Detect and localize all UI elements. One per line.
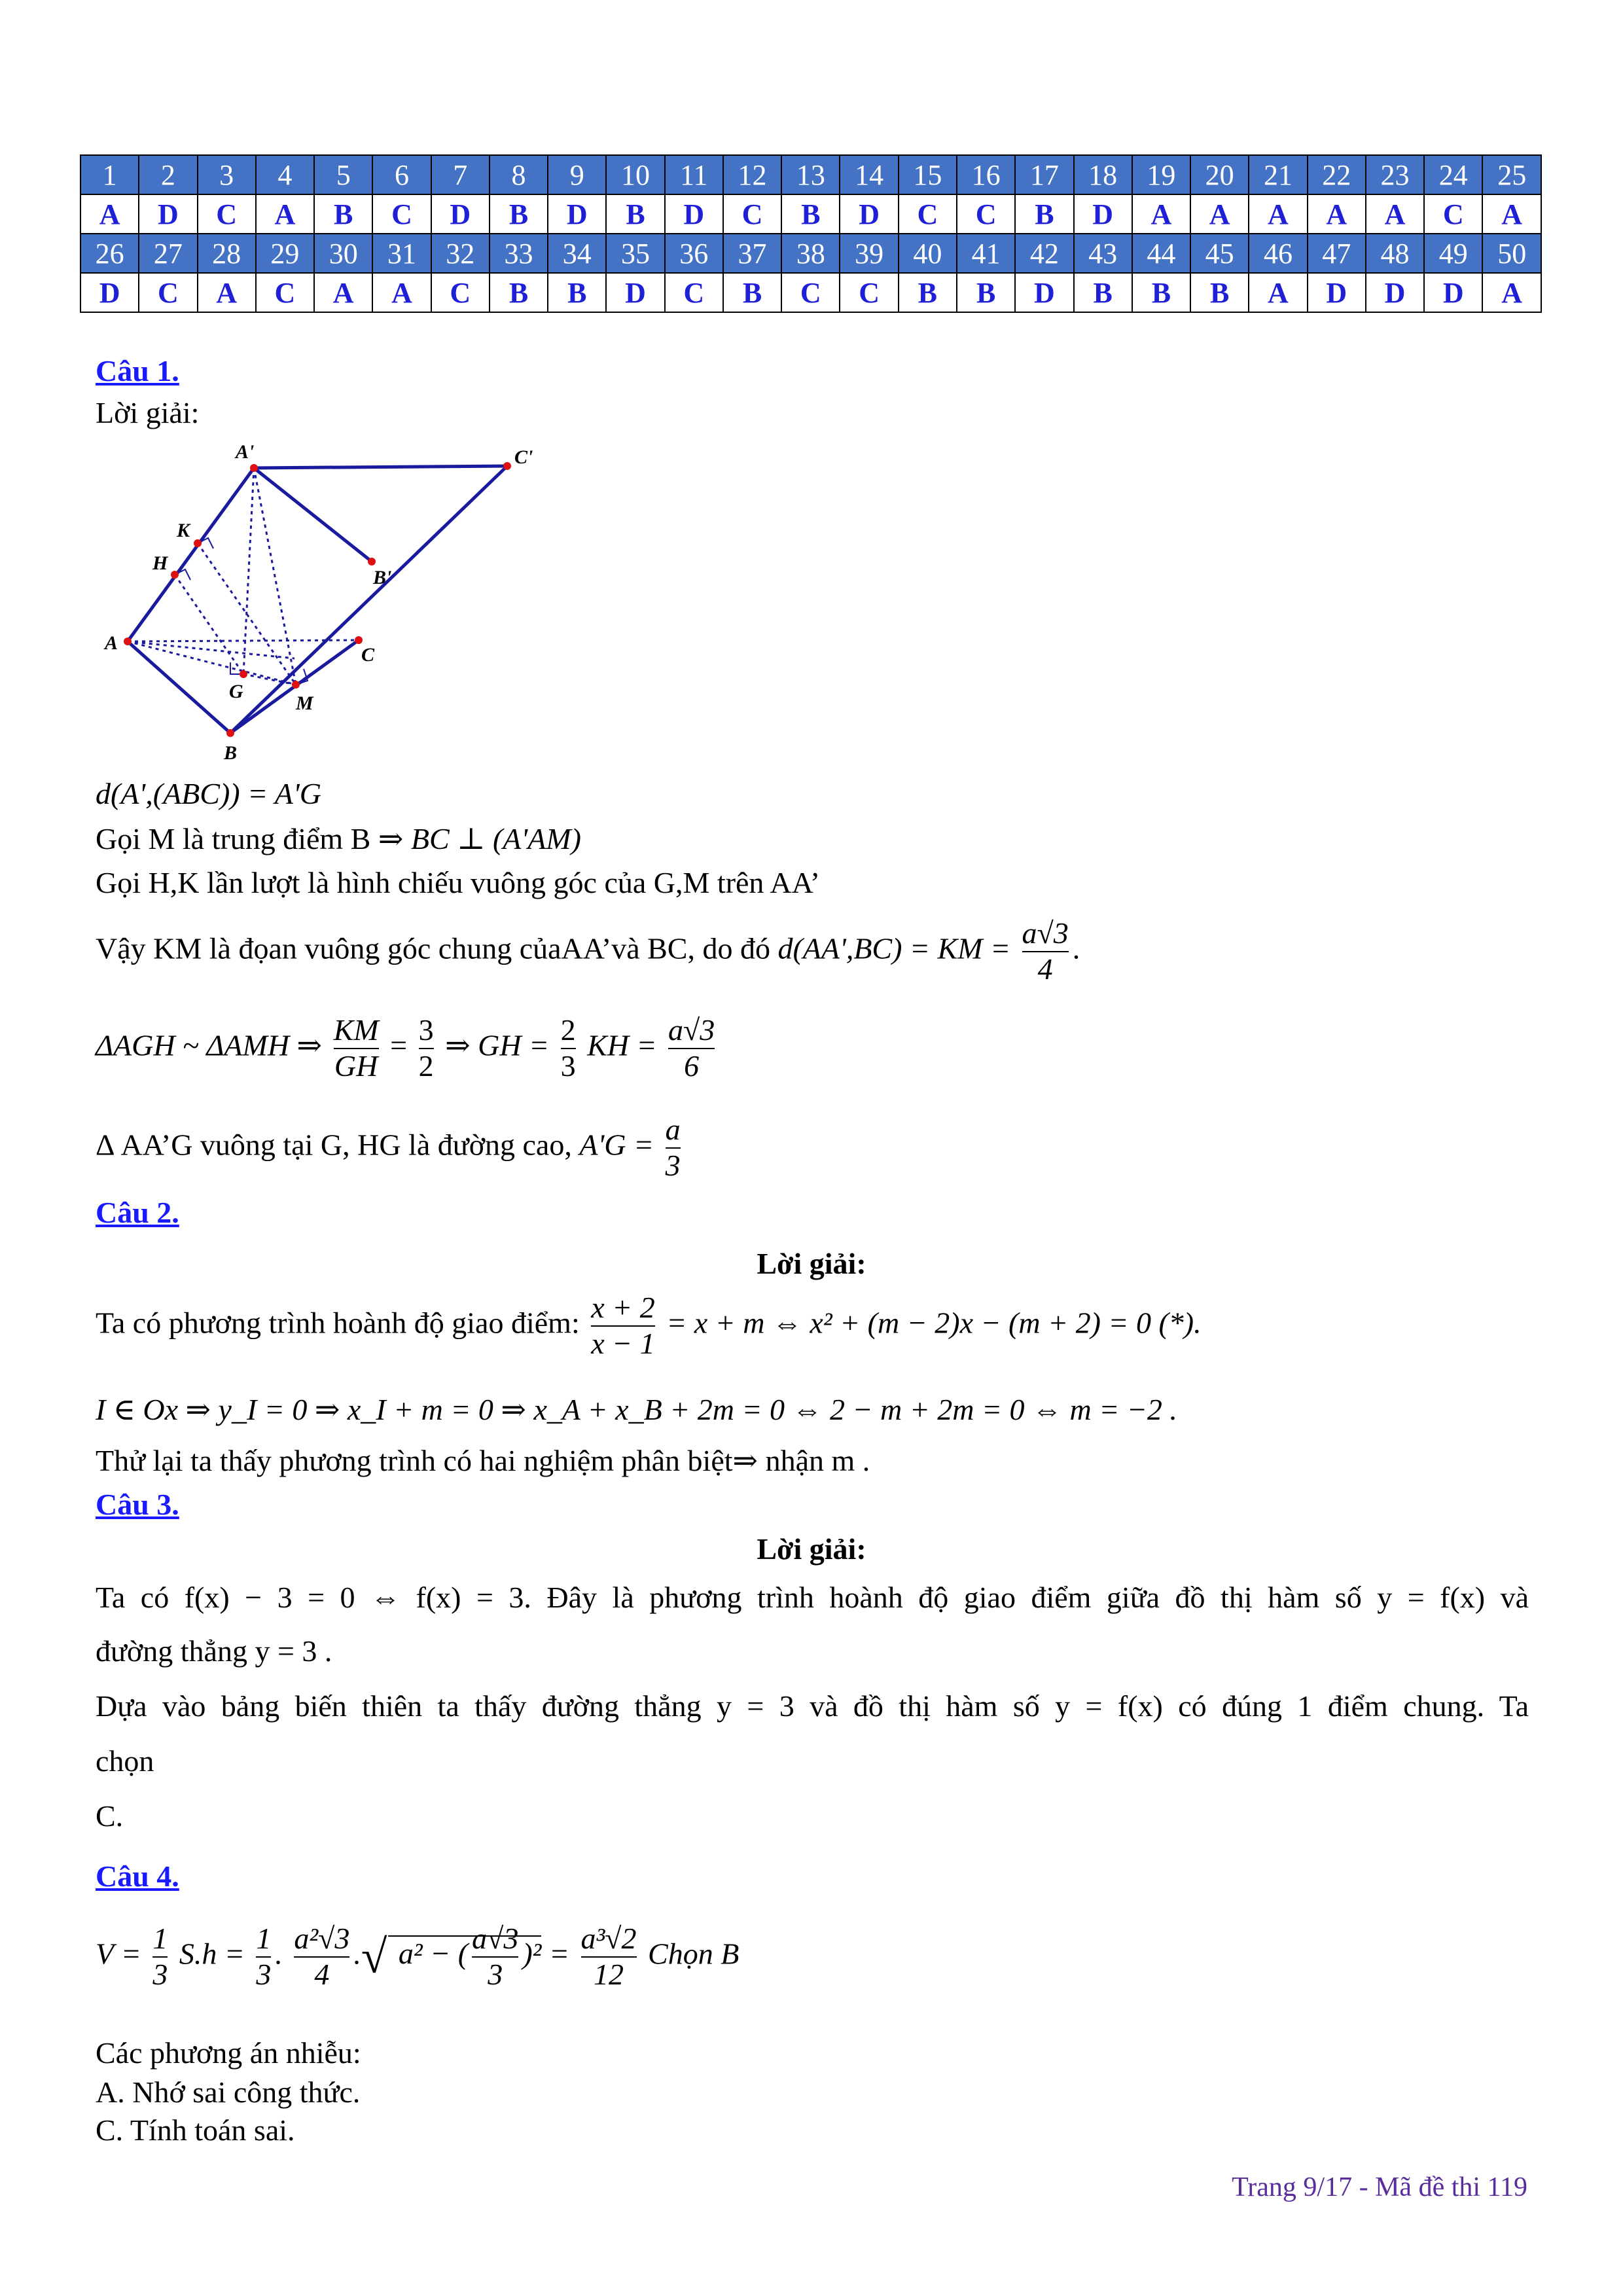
label-k: K [177,520,190,541]
answer-table-cell: 33 [490,234,548,273]
q4-distractor-c: C. Tính toán sai. [96,2113,295,2147]
answer-table-cell: C [256,273,314,312]
answer-table-cell: 17 [1015,155,1073,194]
label-b: B [224,742,238,764]
answer-table-cell: D [1424,273,1482,312]
answer-table-number-row-2 [80,234,1541,273]
answer-table-cell: 1 [80,155,139,194]
q4-equals: = [548,1937,569,1971]
answer-table-cell: B [957,273,1015,312]
answer-table-cell: 7 [431,155,490,194]
answer-table-cell: A [1308,194,1366,234]
answer-table-cell: 37 [723,234,781,273]
answer-table-cell: D [840,194,898,234]
answer-table-cell: A [256,194,314,234]
answer-table-cell: 10 [606,155,664,194]
q3-line4: chọn [96,1744,154,1778]
answer-table-cell: 2 [139,155,197,194]
q4-root-a2: a² − [398,1937,451,1971]
answer-table-cell: C [139,273,197,312]
q2-line1-text: Ta có phương trình hoành độ giao điểm: [96,1306,580,1340]
label-c-prime: C' [514,446,533,468]
answer-table-answer-row-1 [80,194,1541,234]
answer-table-cell: 14 [840,155,898,194]
q4-f5-den: 12 [581,1956,637,1992]
q2-line1-fraction [591,1291,654,1361]
q3-line3: Dựa vào bảng biến thiên ta thấy đường thẳng y = 3 và đồ thị hàm số y = f(x) có đúng 1 điểm chung. Ta [96,1689,1529,1723]
q1-line5-mid: ⇒ GH = [445,1028,550,1062]
answer-table-cell: B [781,194,840,234]
q1-line5-f3-den: 3 [560,1049,576,1083]
answer-table-cell: 4 [256,155,314,194]
sqrt-symbol: √ [361,1930,387,1983]
q4-distractor-a: A. Nhớ sai công thức. [96,2075,361,2109]
answer-table-cell: 34 [548,234,606,273]
q1-line4: Vậy KM là đọan vuông góc chung củaAA’và BC, do đó d(AA',BC) = KM = $\frac{a√3}{4}$ . [96,916,1080,986]
answer-table-cell: 43 [1074,234,1132,273]
q1-heading: Câu 1. [96,354,179,387]
answer-table-cell: 27 [139,234,197,273]
answer-table-cell: 48 [1366,234,1424,273]
answer-table-cell: B [490,194,548,234]
q1-line6-math: A'G = [579,1128,654,1162]
answer-table-cell: C [840,273,898,312]
q4-radicand: a² − ( $\frac{a√3}{3}$ )² [388,1935,541,1970]
q4-formula: V = $\frac{1}{3}$ S.h = $\frac{1}{3}$ . $\frac{\text{a²√3}}{4}$ .√ a² − ( $\frac{a√3}{3}$ )² = $\frac{\text{a³√2}}{12}$ Chọn B [96,1922,740,1991]
q1-line3: Gọi H,K lần lượt là hình chiếu vuông góc của G,M trên AA’ [96,866,821,899]
answer-table-cell: D [1015,273,1073,312]
q4-fraction-1 [152,1922,168,1992]
answer-table-cell: B [1190,273,1249,312]
answer-table-cell: C [723,194,781,234]
answer-table-cell: A [1366,194,1424,234]
prism-figure [98,437,543,778]
q4-v: V = [96,1937,141,1971]
answer-table-cell: 32 [431,234,490,273]
q4-choose: Chọn B [648,1937,740,1971]
answer-table-cell: 25 [1482,155,1541,194]
answer-table-cell: D [431,194,490,234]
answer-table-cell: A [314,273,372,312]
q3-line2: đường thẳng y = 3 . [96,1634,332,1668]
q1-line5-f4-num: a√3 [668,1013,715,1047]
q2-line1-rest: = x + m ⇔ x² + (m − 2)x − (m + 2) = 0 (*). [666,1306,1202,1340]
answer-table-cell: B [1015,194,1073,234]
answer-table-cell: B [314,194,372,234]
answer-table-cell: D [606,273,664,312]
answer-table-cell: D [1366,273,1424,312]
answer-table-cell: A [1249,273,1307,312]
answer-table-cell: 12 [723,155,781,194]
answer-table-cell: 30 [314,234,372,273]
answer-table-number-row-1 [80,155,1541,194]
q3-line1: Ta có f(x) − 3 = 0 ⇔ f(x) = 3. Đây là phương trình hoành độ giao điểm giữa đồ thị hàm số y = f(x) và [96,1581,1529,1614]
answer-table-cell: 22 [1308,155,1366,194]
answer-table-cell: C [899,194,957,234]
q2-line1-den: x − 1 [591,1326,655,1360]
answer-table-cell: A [1482,194,1541,234]
answer-table-cell: 50 [1482,234,1541,273]
q4-f3-den: 4 [294,1956,349,1992]
label-m: M [296,692,313,714]
q3-heading: Câu 3. [96,1488,179,1521]
answer-table-cell: B [548,273,606,312]
q1-line4-denominator: 4 [1022,951,1069,987]
answer-table-cell: C [781,273,840,312]
q2-solution-label: Lời giải: [757,1247,866,1280]
answer-table-cell: D [1074,194,1132,234]
q1-line5-left: ΔAGH ~ ΔAMH ⇒ [96,1028,323,1062]
q4-distractors-title: Các phương án nhiễu: [96,2036,361,2070]
answer-table-cell: B [899,273,957,312]
q4-f1-den: 3 [152,1957,168,1991]
label-b-prime: B' [373,567,392,588]
q4-fraction-4 [472,1922,518,1992]
q1-line5-fraction-3 [561,1013,576,1084]
answer-table [80,154,1542,313]
q2-heading: Câu 2. [96,1196,179,1229]
q1-line5-f2-num: 3 [418,1013,434,1047]
answer-table-cell: 5 [314,155,372,194]
answer-table-cell: 9 [548,155,606,194]
q1-line6-text: Δ AA’G vuông tại G, HG là đường cao, [96,1128,572,1162]
answer-table-cell: B [1132,273,1190,312]
q1-line2-math: ⇒ BC ⊥ (A'AM) [378,822,581,855]
answer-table-cell: 40 [899,234,957,273]
answer-table-cell: A [1482,273,1541,312]
answer-table-cell: 26 [80,234,139,273]
q1-line4-math: d(AA',BC) = KM = [777,931,1011,965]
answer-table-cell: B [1074,273,1132,312]
answer-table-cell: 20 [1190,155,1249,194]
answer-table-cell: 44 [1132,234,1190,273]
answer-table-cell: 18 [1074,155,1132,194]
answer-table-cell: A [1249,194,1307,234]
answer-table-cell: 45 [1190,234,1249,273]
q1-line5-fraction-2 [419,1013,434,1084]
q1-line5-f1-den: GH [334,1049,378,1083]
q1-line5-f2-den: 2 [418,1049,434,1083]
answer-table-cell: 11 [665,155,723,194]
answer-table-cell: 19 [1132,155,1190,194]
q4-fraction-5 [581,1922,637,1992]
label-a-prime: A' [236,441,255,463]
answer-table-cell: 15 [899,155,957,194]
q4-f2-den: 3 [256,1957,272,1991]
answer-table-cell: C [198,194,256,234]
q4-f1-num: 1 [152,1922,168,1955]
answer-table-cell: C [431,273,490,312]
answer-table-cell: D [665,194,723,234]
answer-table-cell: 8 [490,155,548,194]
q4-heading: Câu 4. [96,1859,179,1893]
answer-table-cell: B [723,273,781,312]
page-footer: Trang 9/17 - Mã đề thi 119 [1232,2172,1527,2202]
answer-table-cell: D [80,273,139,312]
answer-table-cell: 13 [781,155,840,194]
answer-table-cell: 39 [840,234,898,273]
answer-table-cell: C [1424,194,1482,234]
q2-line1 [96,1291,1202,1361]
answer-table-cell: A [80,194,139,234]
answer-table-cell: A [1190,194,1249,234]
answer-table-cell: 46 [1249,234,1307,273]
answer-table-cell: B [490,273,548,312]
answer-table-cell: C [372,194,431,234]
answer-table-cell: C [665,273,723,312]
answer-table-answer-row-2 [80,273,1541,312]
answer-table-cell: A [198,273,256,312]
label-h: H [152,552,168,574]
q4-f2-num: 1 [256,1922,272,1955]
q3-line5: C. [96,1799,124,1833]
answer-table-cell: 24 [1424,155,1482,194]
q1-line5-fraction-4 [668,1013,715,1084]
answer-table-cell: D [139,194,197,234]
answer-table-cell: 42 [1015,234,1073,273]
q4-fraction-2 [256,1922,271,1992]
q2-line2: I ∈ Ox ⇒ y_I = 0 ⇒ x_I + m = 0 ⇒ x_A + x_B + 2m = 0 ⇔ 2 − m + 2m = 0 ⇔ m = −2 . [96,1393,1177,1426]
answer-table-cell: 6 [372,155,431,194]
label-a: A [105,632,118,654]
answer-table-cell: B [606,194,664,234]
q1-line4-fraction [1022,916,1069,987]
answer-table-cell: 38 [781,234,840,273]
q4-f4-num: a√3 [472,1922,519,1955]
q1-line6 [96,1113,685,1183]
q1-line5-f4-den: 6 [668,1048,715,1084]
answer-table-cell: 29 [256,234,314,273]
q1-line5 [96,1013,719,1084]
answer-table-cell: 36 [665,234,723,273]
answer-table-cell: 16 [957,155,1015,194]
q4-f4-den: 3 [472,1956,518,1992]
q2-line1-num: x + 2 [591,1291,655,1324]
answer-table-cell: 3 [198,155,256,194]
q1-line5-kh: KH = [587,1028,657,1062]
answer-table-cell: 35 [606,234,664,273]
q1-line6-den: 3 [665,1148,681,1182]
answer-table-cell: A [372,273,431,312]
answer-table-cell: 23 [1366,155,1424,194]
answer-table-cell: D [1308,273,1366,312]
q1-line2 [96,821,581,856]
answer-table-cell: 49 [1424,234,1482,273]
q1-line6-num: a [665,1113,681,1146]
q1-line5-fraction-1 [334,1013,379,1084]
q1-line5-equals: = [390,1028,408,1062]
answer-table-cell: 41 [957,234,1015,273]
answer-table-cell: 21 [1249,155,1307,194]
answer-table-cell: 28 [198,234,256,273]
answer-table-cell: D [548,194,606,234]
q1-line5-f3-num: 2 [560,1013,576,1047]
answer-table-cell: 47 [1308,234,1366,273]
label-c: C [361,644,375,666]
q4-fraction-3 [294,1922,349,1992]
q1-line6-fraction [666,1113,681,1183]
q4-f3-num: a²√3 [294,1922,350,1955]
q1-line1: d(A',(ABC)) = A'G [96,777,321,810]
label-g: G [229,681,243,702]
q3-solution-label: Lời giải: [757,1532,866,1566]
q1-line2-text: Gọi M là trung điểm B [96,822,371,855]
q4-f5-num: a³√2 [580,1922,637,1955]
answer-table-cell: C [957,194,1015,234]
q2-line3: Thử lại ta thấy phương trình có hai nghiệm phân biệt⇒ nhận m . [96,1444,870,1477]
q1-line4-text: Vậy KM là đọan vuông góc chung củaAA’và BC, do đó [96,931,770,965]
q1-line5-f1-num: KM [333,1013,379,1047]
q1-line4-numerator: a√3 [1022,916,1069,950]
answer-table-cell: 31 [372,234,431,273]
q4-sh: S.h = [179,1937,245,1971]
q1-solution-label: Lời giải: [96,396,200,429]
answer-table-cell: A [1132,194,1190,234]
